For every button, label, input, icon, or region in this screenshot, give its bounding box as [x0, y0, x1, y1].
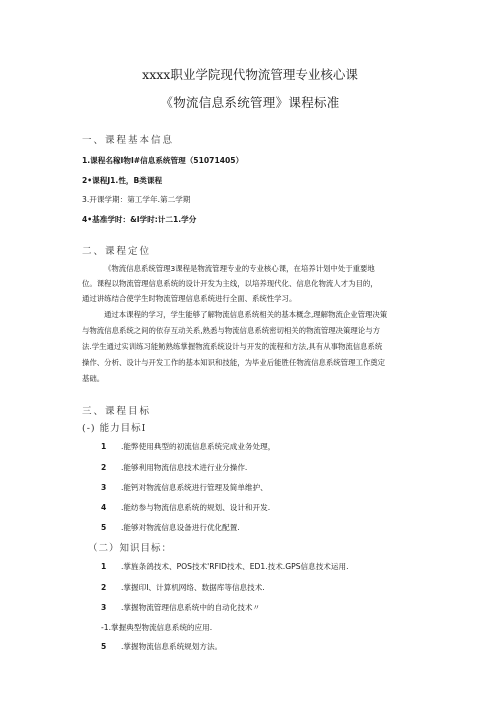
ability-goal-2 [101, 462, 247, 473]
section1-item-1: 1.课程名稼I物I#信息系统管理（51071405） [82, 156, 244, 165]
ability-goal-1 [101, 441, 275, 452]
section2-line-6: 法.学生通过实训练习能鲂熟练掌握物流系统设计与开发的流程和方法,具有从事物流信息系统 [82, 342, 383, 351]
ability-goal-3-num: 3 [101, 483, 107, 492]
section2-line-3: 通过讲练结合使学生时物流管理信息系统进行全面、系统性学习。 [82, 294, 297, 303]
ability-goal-4-text: .能纺参与物流信息系统的规划、设计和开发. [121, 503, 271, 512]
ability-goals-heading: (-) 能力目标I [82, 423, 147, 434]
ability-goal-1-text: .能弊使用典型的初流信息系统完成业务处理， [121, 442, 276, 451]
section2-line-1: 《物流信息系统管理3课程是物流管理专业的专业核心课，在培养计划中处于重要地 [104, 264, 375, 273]
knowledge-goal-3 [101, 602, 260, 613]
knowledge-goal-3-num: 3 [101, 603, 107, 612]
knowledge-goal-2-num: 2 [101, 583, 107, 592]
knowledge-goal-2-text: .掌握印I、计算机网络、数据库等信息技术. [121, 583, 265, 592]
knowledge-goal-5 [101, 641, 222, 652]
ability-goal-1-num: 1 [101, 442, 107, 451]
section2-line-5: 与物流信息系统之间的依存互动关系,熟悉与物流信息系统密切相关的物流管理决策理论与方 [82, 326, 380, 335]
knowledge-goal-4-text: -1.掌握典型物流信息系统的应用. [101, 623, 213, 632]
ability-goal-4 [101, 502, 270, 513]
knowledge-goal-5-num: 5 [101, 642, 107, 651]
section1-item-2: 2•课程J1.性，B类课程 [82, 176, 163, 185]
knowledge-goal-3-text: .掌握物流管理信息系统中的自动化技术〃 [121, 603, 261, 612]
section2-heading: 二、课程定位 [82, 246, 152, 257]
ability-goal-3-text: .能钙对物流信息系统进行管理及简单维护、 [121, 483, 268, 492]
section2-line-8: 基础。 [82, 374, 105, 383]
section1-item-3: 3.开课学期：第工学年.第二学期 [82, 195, 191, 204]
section1-item-4: 4•基准学时：&I学时:计二1.学分 [82, 215, 197, 224]
knowledge-goal-1-text: .掌旌条鸽技术、POS技术'RFID技术、ED1.技术.GPS信息技术运用. [121, 562, 349, 571]
ability-goal-2-num: 2 [101, 463, 107, 472]
section3-heading: 三、课程目标 [82, 406, 152, 417]
knowledge-goals-heading: （二）知识目标： [88, 543, 173, 554]
knowledge-goal-1 [101, 561, 348, 572]
knowledge-goal-1-num: 1 [101, 562, 107, 571]
ability-goal-5-num: 5 [101, 523, 107, 532]
knowledge-goal-5-text: .掌握物流信息系统规划方法。 [121, 642, 223, 651]
ability-goal-2-text: .能够利用物流信息技术进行业分操作. [121, 463, 248, 472]
knowledge-goal-2 [101, 582, 265, 593]
ability-goal-5-text: .能够对物流信息设备进行优化配置. [121, 523, 240, 532]
section2-line-2: 位。课程以物流管理信息系统的设计开发为主线，以培养现代化、信息化物流人才为目的， [82, 279, 378, 288]
doc-title-line2: 《物流信息系统管理》课程标准 [160, 95, 340, 110]
section1-heading: 一、课程基本信息 [82, 135, 175, 146]
ability-goal-4-num: 4 [101, 503, 107, 512]
ability-goal-5 [101, 522, 240, 533]
ability-goal-3 [101, 482, 268, 493]
doc-title-line1: xxxx职业学院现代物流管理专业核心课 [142, 67, 358, 82]
section2-line-7: 操作、分析、设计与开发工作的基本知识和技能，为毕业后能胜任物流信息系统管理工作奠定 [82, 358, 386, 367]
knowledge-goal-4 [101, 622, 212, 633]
section2-line-4: 通过本课程的学习，学生能够了解物流信息系统相关的基本概念,理解物流企业管理决策 [104, 310, 388, 319]
